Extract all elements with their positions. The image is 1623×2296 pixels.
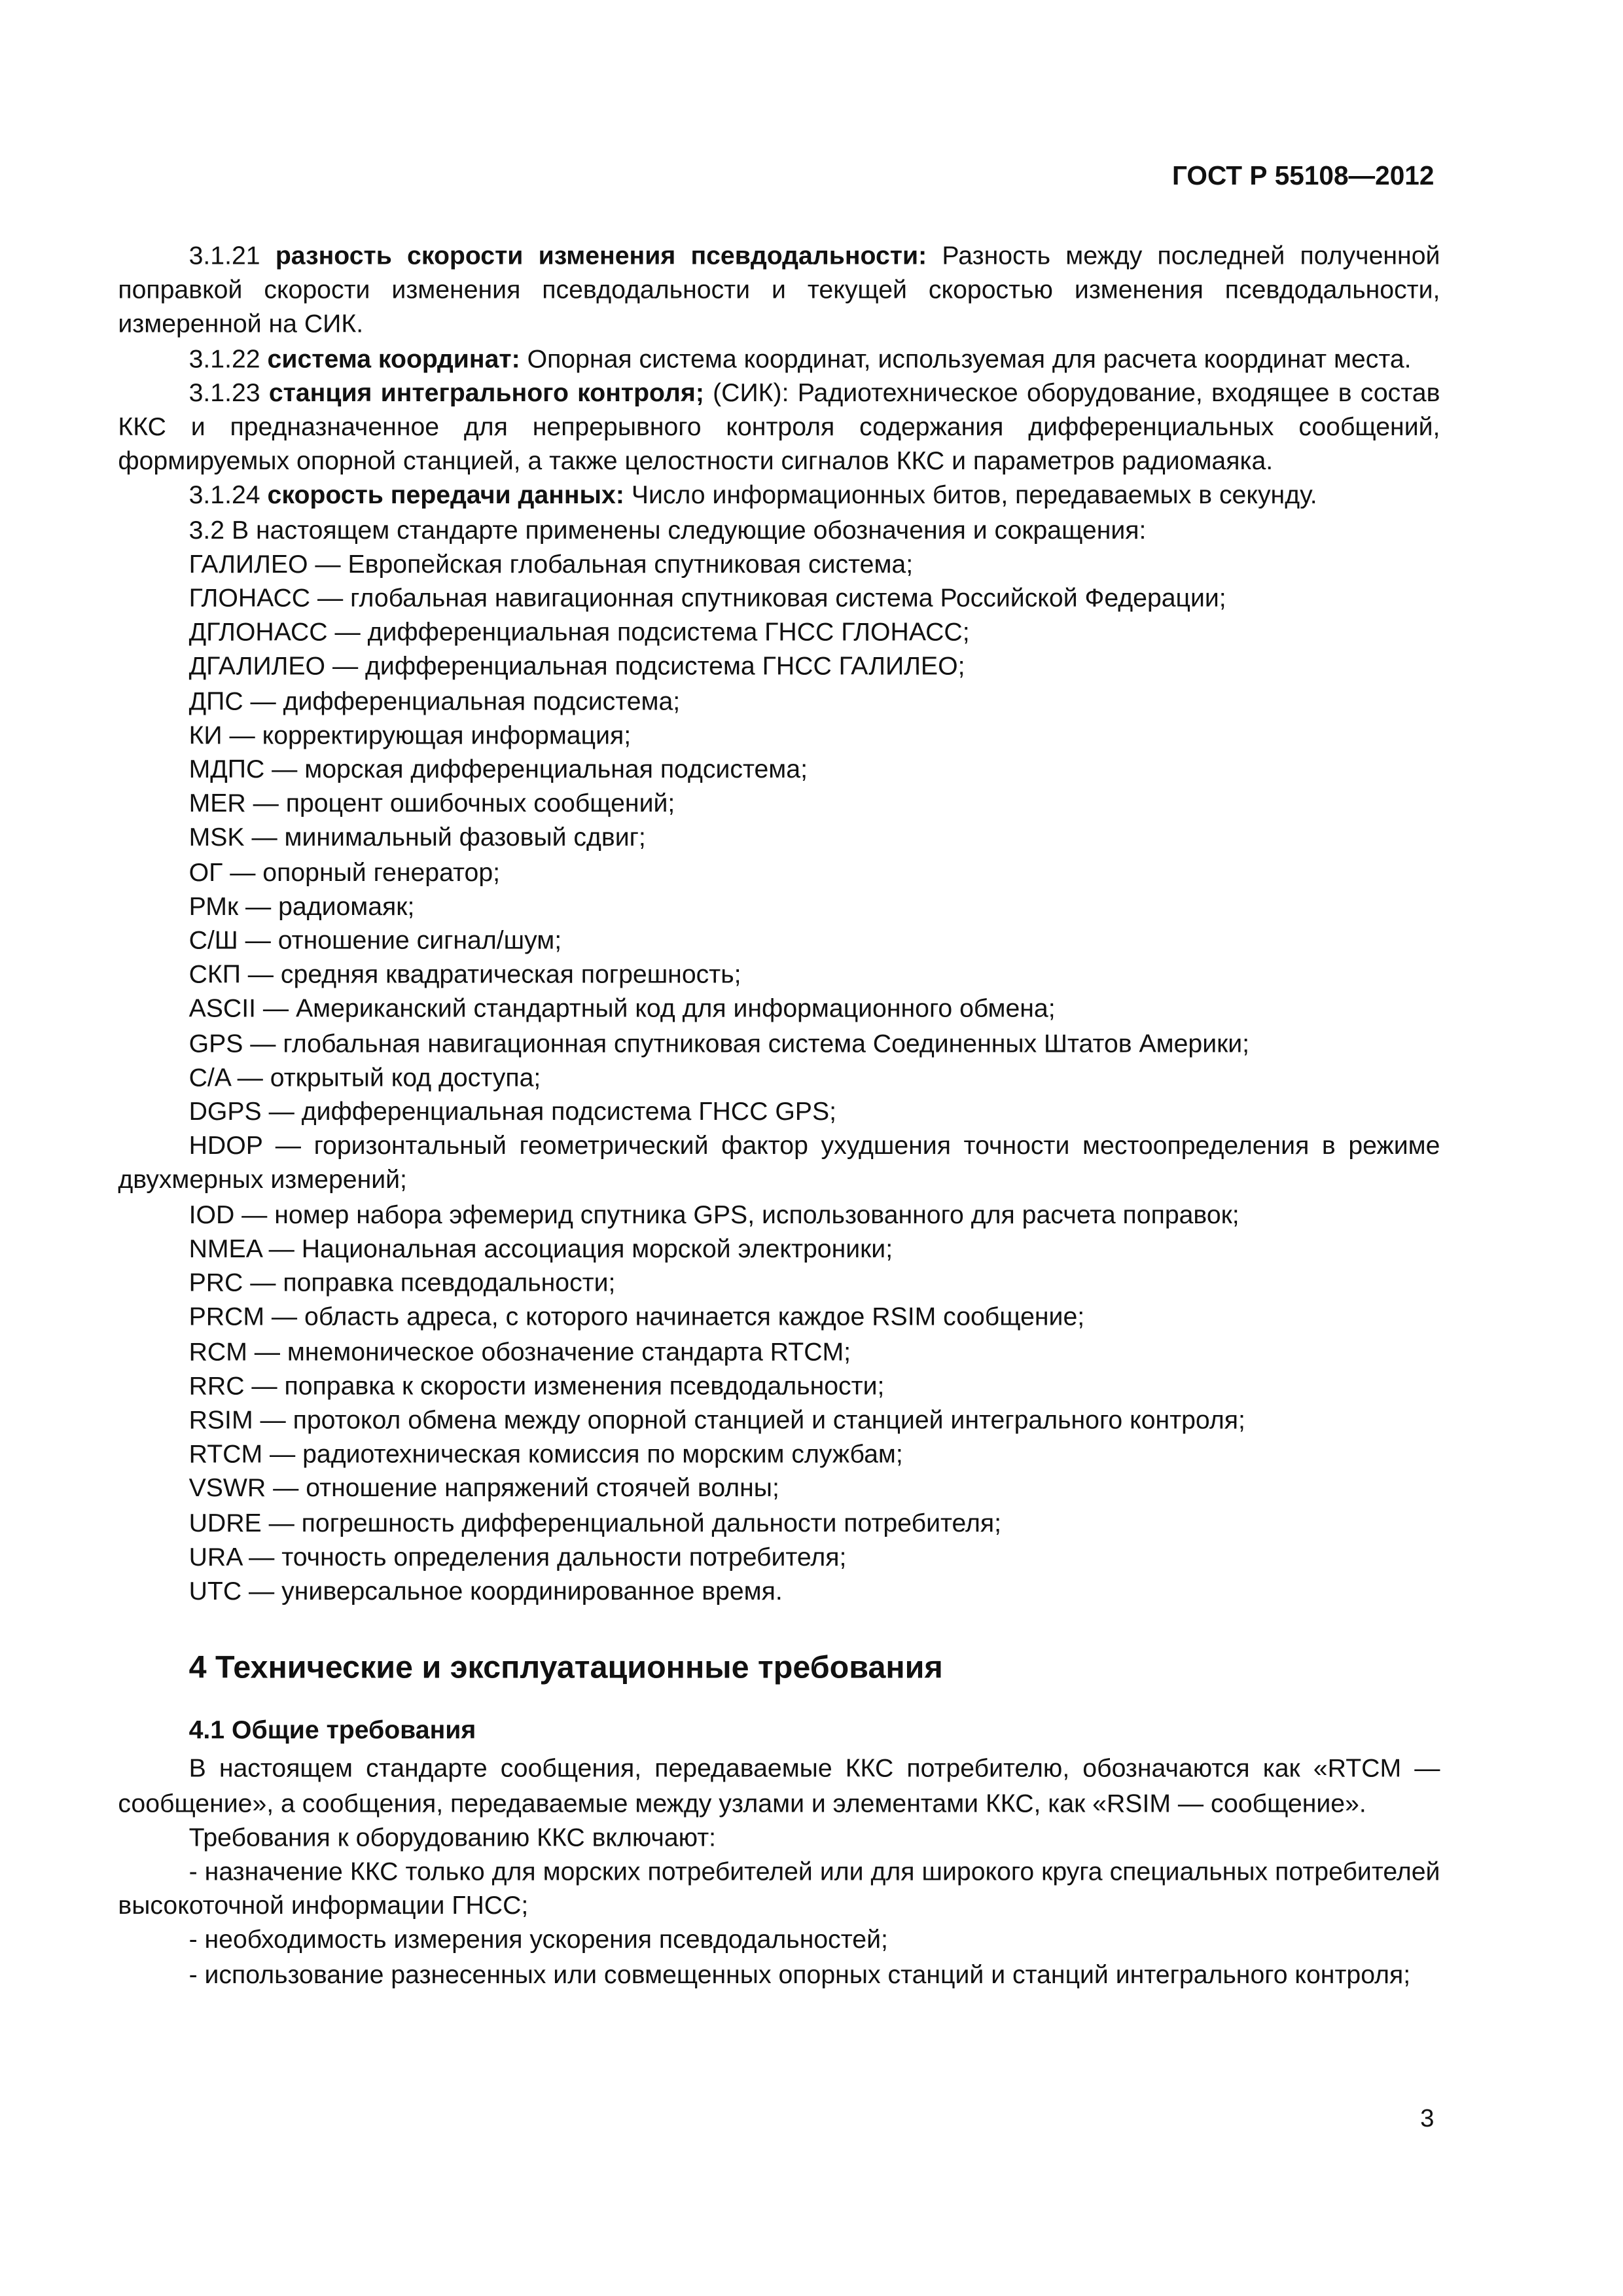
section-4-paragraph: - назначение ККС только для морских потребителей или для широкого круга специальных потребителей высокоточной информации ГНСС; [118, 1856, 1440, 1920]
definition-text: Разность между последней полученной поправкой скорости изменения псевдодальности и текущей скоростью изменения псевдодальности, измеренной на СИК. [118, 240, 1440, 339]
definition-item [118, 376, 1440, 478]
abbreviation-item: ASCII — Американский стандартный код для информационного обмена; [188, 994, 1056, 1024]
document-body [118, 239, 1440, 1992]
abbreviation-item: RRC — поправка к скорости изменения псевдодальности; [188, 1370, 885, 1400]
abbreviation-item: ДГАЛИЛЕО — дифференциальная подсистема ГНСС ГАЛИЛЕО; [188, 651, 965, 681]
abbreviation-item: МДПС — морская дифференциальная подсистема; [188, 754, 808, 784]
abbreviation-item: MER — процент ошибочных сообщений; [188, 788, 675, 818]
section-3-2-intro: 3.2 В настоящем стандарте применены следующие обозначения и сокращения: [188, 514, 1147, 545]
abbreviation-item: КИ — корректирующая информация; [188, 719, 632, 749]
section-4-paragraphs [118, 1752, 1440, 1992]
definition-number: 3.1.23 [188, 377, 260, 407]
section-4-paragraph: - необходимость измерения ускорения псевдодальностей; [188, 1924, 888, 1954]
definition-term: скорость передачи данных: [267, 480, 624, 510]
definition-text: (СИК): Радиотехническое оборудование, входящее в состав ККС и предназначенное для непрерывного контроля содержания дифференциальных сообщений, формируемых опорной станцией, а также целостности сигналов ККС и параметров радиомаяка. [118, 377, 1440, 476]
definition-number: 3.1.24 [188, 480, 260, 510]
abbreviation-item: NMEA — Национальная ассоциация морской электроники; [188, 1233, 893, 1263]
definition-term: система координат: [267, 343, 520, 373]
abbreviation-item: РМк — радиомаяк; [188, 891, 415, 921]
definition-item [118, 239, 1440, 342]
definition-text: Опорная система координат, используемая для расчета координат места. [527, 343, 1412, 373]
subsection-4-1-heading: 4.1 Общие требования [188, 1715, 476, 1745]
definition-text: Число информационных битов, передаваемых в секунду. [631, 480, 1317, 510]
document-id-header: ГОСТ Р 55108—2012 [1171, 160, 1435, 190]
abbreviation-item: URA — точность определения дальности потребителя; [188, 1541, 847, 1571]
abbreviation-item: RTCM — радиотехническая комиссия по морским службам; [188, 1439, 903, 1469]
abbreviation-item: VSWR — отношение напряжений стоячей волны; [188, 1473, 779, 1503]
abbreviation-item: PRC — поправка псевдодальности; [188, 1267, 616, 1297]
definitions-list [118, 239, 1440, 512]
definition-item [118, 478, 1440, 512]
abbreviation-item: СКП — средняя квадратическая погрешность; [188, 960, 741, 990]
abbreviation-item: ГЛОНАСС — глобальная навигационная спутниковая система Российской Федерации; [188, 583, 1226, 613]
abbreviation-item: UTC — универсальное координированное время. [188, 1575, 783, 1605]
definition-number: 3.1.21 [188, 240, 260, 270]
definition-item [118, 342, 1440, 376]
page-number: 3 [1420, 2104, 1435, 2132]
definition-number: 3.1.22 [188, 343, 260, 373]
abbreviation-item: С/Ш — отношение сигнал/шум; [188, 925, 562, 955]
abbreviations-list [118, 547, 1440, 1609]
section-4-heading: 4 Технические и эксплуатационные требования [188, 1649, 943, 1685]
section-4-paragraph: Требования к оборудованию ККС включают: [188, 1821, 717, 1852]
abbreviation-item: ГАЛИЛЕО — Европейская глобальная спутниковая система; [188, 548, 914, 579]
definition-term: разность скорости изменения псевдодальности: [275, 240, 927, 270]
abbreviation-item: HDOP — горизонтальный геометрический фактор ухудшения точности местоопределения в режиме двухмерных измерений; [118, 1130, 1440, 1195]
abbreviation-item: UDRE — погрешность дифференциальной дальности потребителя; [188, 1507, 1001, 1537]
abbreviation-item: C/A — открытый код доступа; [188, 1062, 541, 1092]
abbreviation-item: IOD — номер набора эфемерид спутника GPS, использованного для расчета поправок; [188, 1199, 1240, 1229]
section-4-paragraph: - использование разнесенных или совмещенных опорных станций и станций интегрального контроля; [188, 1959, 1411, 1989]
abbreviation-item: ДПС — дифференциальная подсистема; [188, 685, 681, 715]
abbreviation-item: PRCM — область адреса, с которого начинается каждое RSIM сообщение; [188, 1302, 1085, 1332]
abbreviation-item: GPS — глобальная навигационная спутниковая система Соединенных Штатов Америки; [188, 1028, 1250, 1058]
abbreviation-item: RCM — мнемоническое обозначение стандарта RTCM; [188, 1336, 851, 1366]
section-4-paragraph: В настоящем стандарте сообщения, передаваемые ККС потребителю, обозначаются как «RTCM — сообщение», а сообщения, передаваемые между узлами и элементами ККС, как «RSIM — сообщение». [118, 1753, 1440, 1818]
abbreviation-item: MSK — минимальный фазовый сдвиг; [188, 822, 646, 852]
abbreviation-item: ДГЛОНАСС — дифференциальная подсистема ГНСС ГЛОНАСС; [188, 617, 970, 647]
abbreviation-item: RSIM — протокол обмена между опорной станцией и станцией интегрального контроля; [188, 1405, 1245, 1435]
abbreviation-item: ОГ — опорный генератор; [188, 857, 501, 887]
abbreviation-item: DGPS — дифференциальная подсистема ГНСС GPS; [188, 1096, 837, 1126]
definition-term: станция интегрального контроля; [268, 377, 704, 407]
